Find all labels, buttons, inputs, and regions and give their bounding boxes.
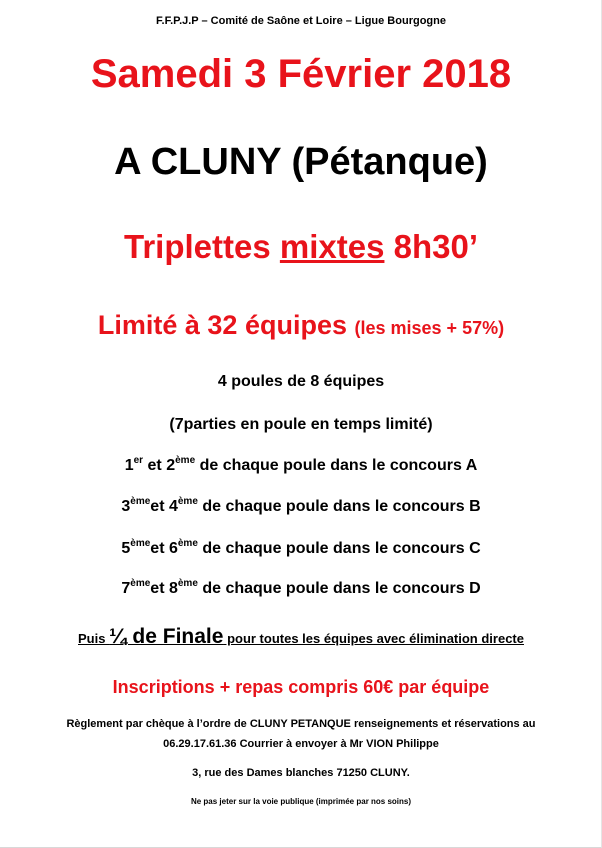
rank-suffix: er [133,455,144,466]
stakes-note: (les mises + 57%) [354,318,505,338]
rank-description: de chaque poule dans le concours A [195,457,478,474]
finale-description: pour toutes les équipes avec élimination directe [223,631,524,646]
rank-connector: et [150,580,169,597]
address-line: 3, rue des Dames blanches 71250 CLUNY. [192,767,410,779]
team-limit-main: Limité à 32 équipes [97,310,347,340]
event-date: Samedi 3 Février 2018 [90,52,512,96]
rank-suffix: ème [177,578,198,589]
team-limit [0,310,602,341]
format-mixed: mixtes [279,228,385,265]
footer-note: Ne pas jeter sur la voie publique (imprimée par nos soins) [190,797,412,806]
rank-description: de chaque poule dans le concours D [197,580,481,597]
rank-suffix: ème [177,496,198,507]
rank-suffix: ème [130,578,151,589]
event-format [0,228,602,266]
rank-number: 8 [168,580,178,597]
rank-suffix: ème [130,538,151,549]
finale-info [0,625,602,649]
rank-suffix: ème [175,455,196,466]
parties-info: (7parties en poule en temps limité) [169,416,433,433]
rank-suffix: ème [177,538,198,549]
registration-price: Inscriptions + repas compris 60€ par équipe [112,677,490,697]
federation-header: F.F.P.J.P – Comité de Saône et Loire – Ligue Bourgogne [156,15,446,27]
rank-number: 2 [166,457,176,474]
rank-connector: et [150,540,169,557]
rank-number: 4 [168,498,178,515]
finale-prefix: Puis [78,631,110,646]
ranking-line-d [0,580,602,598]
format-type: Triplettes [123,228,280,265]
rank-number: 3 [121,498,131,515]
ranking-line-c [0,540,602,558]
finale-title: ¼ de Finale [109,625,224,648]
rules-line-2: 06.29.17.61.36 Courrier à envoyer à Mr VION Philippe [163,738,439,750]
ranking-line-b [0,498,602,516]
rank-description: de chaque poule dans le concours C [197,540,481,557]
pools-info: 4 poules de 8 équipes [217,373,385,390]
rank-suffix: ème [130,496,151,507]
rank-number: 7 [121,580,131,597]
event-venue: A CLUNY (Pétanque) [114,141,488,183]
rank-number: 6 [168,540,178,557]
rules-line-1: Règlement par chèque à l’ordre de CLUNY PETANQUE renseignements et réservations au [66,718,536,730]
format-time: 8h30’ [384,228,478,265]
ranking-line-a [0,457,602,475]
rank-connector: et [150,498,169,515]
rank-description: de chaque poule dans le concours B [197,498,481,515]
rank-connector: et [143,457,167,474]
rank-number: 5 [121,540,131,557]
rank-number: 1 [124,457,134,474]
